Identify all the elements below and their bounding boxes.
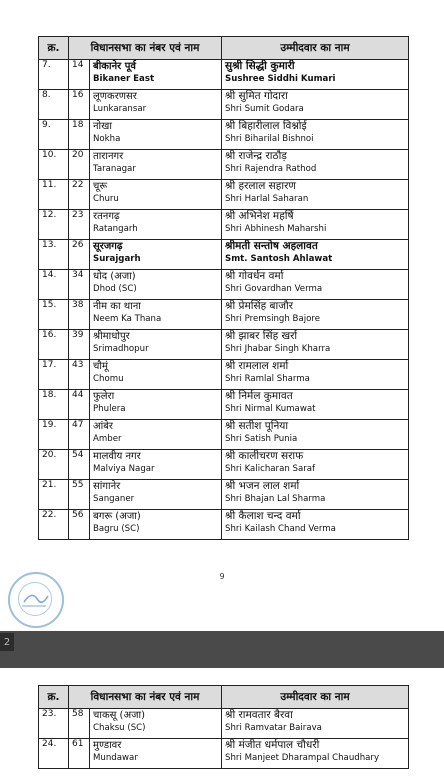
constituency-number: 22	[69, 180, 90, 210]
candidate-cell	[222, 709, 409, 739]
constituency-name-english: Sanganer	[93, 494, 135, 504]
candidate-name-hindi: श्री कालीचरण सराफ	[225, 450, 304, 462]
table-row	[39, 420, 409, 450]
serial-number: 19.	[39, 420, 69, 450]
page-number: 9	[219, 572, 225, 581]
constituency-number: 38	[69, 300, 90, 330]
candidate-name-hindi: श्री हरलाल सहारण	[225, 180, 296, 192]
candidate-cell	[222, 739, 409, 769]
serial-number: 23.	[39, 709, 69, 739]
constituency-name-english: Taranagar	[93, 164, 136, 174]
constituency-name-english: Malviya Nagar	[93, 464, 155, 474]
constituency-name-english: Bagru (SC)	[93, 524, 140, 534]
official-seal	[8, 572, 64, 628]
candidate-name-english: Shri Premsingh Bajore	[225, 314, 320, 324]
constituency-name-english: Lunkaransar	[93, 104, 147, 114]
candidate-name-hindi: श्री झाबर सिंह खर्रा	[225, 330, 298, 342]
constituency-name-english: Surajgarh	[93, 254, 141, 264]
constituency-number: 47	[69, 420, 90, 450]
constituency-cell	[90, 480, 222, 510]
constituency-name-english: Chomu	[93, 374, 124, 384]
candidate-name-english: Shri Abhinesh Maharshi	[225, 224, 327, 234]
candidate-name-english: Shri Kalicharan Saraf	[225, 464, 316, 474]
constituency-name-hindi: बगरू (अजा)	[93, 511, 141, 522]
serial-number: 21.	[39, 480, 69, 510]
candidate-cell	[222, 120, 409, 150]
constituency-name-hindi: मुण्डावर	[93, 740, 122, 751]
candidate-name-english: Shri Harlal Saharan	[225, 194, 309, 204]
table-row	[39, 150, 409, 180]
candidate-name-hindi: श्री निर्मल कुमावत	[225, 390, 293, 402]
candidate-name-hindi: श्री रामवतार बैरवा	[225, 709, 293, 721]
candidate-name-hindi: श्री अभिनेश महर्षि	[225, 210, 294, 222]
constituency-cell	[90, 330, 222, 360]
candidate-name-hindi: श्री बिहारीलाल विश्नोई	[225, 120, 307, 132]
header-constituency: विधानसभा का नंबर एवं नाम	[69, 686, 222, 709]
constituency-name-hindi: सूरजगढ़	[93, 241, 123, 252]
header-candidate: उम्मीदवार का नाम	[222, 686, 409, 709]
candidate-cell	[222, 180, 409, 210]
constituency-name-english: Bikaner East	[93, 74, 155, 84]
candidate-name-english: Smt. Santosh Ahlawat	[225, 254, 333, 264]
candidate-name-english: Shri Jhabar Singh Kharra	[225, 344, 331, 354]
constituency-cell	[90, 90, 222, 120]
serial-number: 20.	[39, 450, 69, 480]
constituency-number: 23	[69, 210, 90, 240]
candidate-name-hindi: सुश्री सिद्धी कुमारी	[225, 60, 295, 72]
constituency-cell	[90, 390, 222, 420]
table-row	[39, 270, 409, 300]
candidate-name-english: Shri Govardhan Verma	[225, 284, 323, 294]
table-row	[39, 450, 409, 480]
constituency-name-hindi: तारानगर	[93, 151, 124, 162]
serial-number: 22.	[39, 510, 69, 540]
header-serial: क्र.	[39, 37, 69, 60]
constituency-cell	[90, 300, 222, 330]
serial-number: 11.	[39, 180, 69, 210]
constituency-name-hindi: मालवीय नगर	[93, 451, 141, 462]
serial-number: 7.	[39, 60, 69, 90]
constituency-name-hindi: चौमूं	[93, 361, 108, 372]
candidate-cell	[222, 420, 409, 450]
table-row	[39, 510, 409, 540]
candidate-name-english: Shri Bhajan Lal Sharma	[225, 494, 326, 504]
constituency-number: 18	[69, 120, 90, 150]
table-row	[39, 360, 409, 390]
constituency-number: 58	[69, 709, 90, 739]
constituency-name-english: Phulera	[93, 404, 126, 414]
constituency-cell	[90, 450, 222, 480]
candidate-cell	[222, 390, 409, 420]
constituency-name-hindi: नोखा	[93, 121, 112, 132]
constituency-number: 55	[69, 480, 90, 510]
constituency-name-english: Amber	[93, 434, 122, 444]
candidate-name-english: Shri Nirmal Kumawat	[225, 404, 316, 414]
constituency-name-english: Neem Ka Thana	[93, 314, 162, 324]
constituency-cell	[90, 270, 222, 300]
table-row	[39, 480, 409, 510]
candidate-name-hindi: श्री भजन लाल शर्मा	[225, 480, 300, 492]
table-header-row	[39, 686, 409, 709]
table-row	[39, 90, 409, 120]
candidate-cell	[222, 480, 409, 510]
constituency-name-hindi: श्रीमाधोपुर	[93, 331, 130, 342]
candidate-name-hindi: श्रीमती सन्तोष अहलावत	[225, 240, 318, 252]
constituency-name-hindi: चाकसू (अजा)	[93, 710, 146, 721]
constituency-number: 44	[69, 390, 90, 420]
constituency-name-english: Churu	[93, 194, 119, 204]
document-page-2	[0, 668, 444, 779]
candidate-name-hindi: श्री मंजीत धर्मपाल चौधरी	[225, 739, 320, 751]
constituency-cell	[90, 420, 222, 450]
candidate-name-hindi: श्री सुमित गोदारा	[225, 90, 288, 102]
header-serial: क्र.	[39, 686, 69, 709]
constituency-name-hindi: लूणकरणसर	[93, 91, 137, 102]
constituency-number: 20	[69, 150, 90, 180]
constituency-name-hindi: नीम का थाना	[93, 301, 141, 312]
constituency-name-hindi: रतनगढ़	[93, 211, 120, 222]
serial-number: 14.	[39, 270, 69, 300]
constituency-cell	[90, 360, 222, 390]
constituency-name-english: Srimadhopur	[93, 344, 149, 354]
table-row	[39, 300, 409, 330]
constituency-name-hindi: फुलेरा	[93, 391, 115, 402]
serial-number: 8.	[39, 90, 69, 120]
candidate-name-english: Shri Ramvatar Bairava	[225, 723, 322, 733]
candidate-cell	[222, 510, 409, 540]
viewer-page-badge: 2	[0, 633, 14, 651]
constituency-name-english: Chaksu (SC)	[93, 723, 146, 733]
candidate-name-hindi: श्री कैलाश चन्द वर्मा	[225, 510, 301, 522]
constituency-cell	[90, 510, 222, 540]
candidate-table-page-2	[38, 685, 409, 769]
constituency-cell	[90, 180, 222, 210]
table-row	[39, 709, 409, 739]
serial-number: 13.	[39, 240, 69, 270]
serial-number: 16.	[39, 330, 69, 360]
candidate-name-english: Shri Rajendra Rathod	[225, 164, 317, 174]
constituency-number: 14	[69, 60, 90, 90]
viewer-page-separator	[0, 631, 444, 668]
candidate-cell	[222, 60, 409, 90]
candidate-cell	[222, 90, 409, 120]
serial-number: 15.	[39, 300, 69, 330]
table-row	[39, 60, 409, 90]
candidate-name-english: Sushree Siddhi Kumari	[225, 74, 336, 84]
constituency-cell	[90, 709, 222, 739]
constituency-name-english: Ratangarh	[93, 224, 138, 234]
constituency-number: 56	[69, 510, 90, 540]
header-candidate: उम्मीदवार का नाम	[222, 37, 409, 60]
constituency-cell	[90, 739, 222, 769]
table-row	[39, 240, 409, 270]
candidate-name-hindi: श्री रामलाल शर्मा	[225, 360, 289, 372]
constituency-number: 39	[69, 330, 90, 360]
candidate-cell	[222, 210, 409, 240]
table-row	[39, 120, 409, 150]
candidate-cell	[222, 270, 409, 300]
constituency-name-hindi: चूरू	[93, 181, 108, 192]
constituency-cell	[90, 60, 222, 90]
candidate-name-english: Shri Biharilal Bishnoi	[225, 134, 314, 144]
candidate-cell	[222, 330, 409, 360]
header-constituency: विधानसभा का नंबर एवं नाम	[69, 37, 222, 60]
constituency-name-hindi: धोद (अजा)	[93, 271, 136, 282]
constituency-number: 16	[69, 90, 90, 120]
candidate-name-hindi: श्री राजेन्द्र राठौड़	[225, 150, 287, 162]
serial-number: 17.	[39, 360, 69, 390]
candidate-name-english: Shri Manjeet Dharampal Chaudhary	[225, 753, 380, 763]
serial-number: 18.	[39, 390, 69, 420]
serial-number: 24.	[39, 739, 69, 769]
candidate-name-hindi: श्री गोवर्धन वर्मा	[225, 270, 284, 282]
constituency-name-english: Nokha	[93, 134, 121, 144]
constituency-number: 43	[69, 360, 90, 390]
constituency-cell	[90, 240, 222, 270]
candidate-name-hindi: श्री प्रेमसिंह बाजौर	[225, 300, 294, 312]
candidate-cell	[222, 450, 409, 480]
constituency-name-hindi: आंबेर	[93, 421, 114, 432]
table-row	[39, 390, 409, 420]
constituency-name-english: Dhod (SC)	[93, 284, 137, 294]
table-row	[39, 739, 409, 769]
constituency-cell	[90, 210, 222, 240]
candidate-name-hindi: श्री सतीश पूनिया	[225, 420, 289, 432]
serial-number: 12.	[39, 210, 69, 240]
serial-number: 10.	[39, 150, 69, 180]
table-row	[39, 180, 409, 210]
constituency-name-english: Mundawar	[93, 753, 138, 763]
serial-number: 9.	[39, 120, 69, 150]
constituency-cell	[90, 150, 222, 180]
constituency-number: 54	[69, 450, 90, 480]
constituency-number: 26	[69, 240, 90, 270]
table-row	[39, 210, 409, 240]
constituency-number: 34	[69, 270, 90, 300]
candidate-name-english: Shri Kailash Chand Verma	[225, 524, 336, 534]
candidate-name-english: Shri Satish Punia	[225, 434, 298, 444]
table-header-row	[39, 37, 409, 60]
candidate-cell	[222, 240, 409, 270]
candidate-cell	[222, 150, 409, 180]
constituency-name-hindi: सांगानेर	[93, 481, 121, 492]
constituency-number: 61	[69, 739, 90, 769]
candidate-cell	[222, 360, 409, 390]
candidate-name-english: Shri Ramlal Sharma	[225, 374, 310, 384]
candidate-name-english: Shri Sumit Godara	[225, 104, 304, 114]
constituency-cell	[90, 120, 222, 150]
candidate-cell	[222, 300, 409, 330]
table-row	[39, 330, 409, 360]
candidate-table	[38, 36, 409, 540]
constituency-name-hindi: बीकानेर पूर्व	[93, 61, 136, 72]
